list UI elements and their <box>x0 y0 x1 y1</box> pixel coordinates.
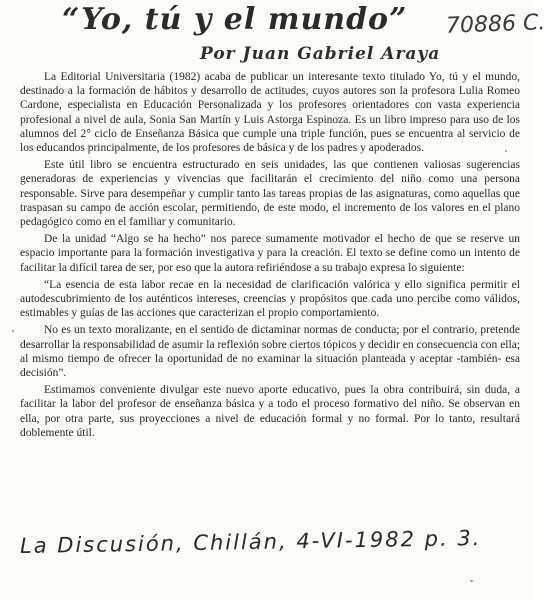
article-paragraph: Estimamos conveniente divulgar este nuevo aporte educativo, pues la obra contribuirá, sin duda, a facilitar la labor del profesor de enseñanza básica y a todo el proceso formativo del niño. Se observan en ella, por otra parte, sus proyecciones a nivel de educación formal y no formal. Por lo tanto, resultará doblemente útil. <box>20 384 520 439</box>
article-body <box>20 70 520 443</box>
article-quote-paragraph: “La esencia de esta labor recae en la necesidad de clarificación valórica y ello significa permitir el autodescubrimiento de los auténticos intereses, creencias y propósitos que cada uno percibe como válidos, estimables y guías de las acciones que caracterizan el propio comportamiento. <box>20 278 520 320</box>
article-quote-paragraph: No es un texto moralizante, en el sentido de dictaminar normas de conducta; por el contrario, pretende desarrollar la responsabilidad de asumir la reflexión sobre ciertos tópicos y decidir en consecuencia con ella; al mismo tiempo de ofrecer la oportunidad de no examinar la situación planteada y aceptar -también- esa decisión”. <box>20 324 520 380</box>
article-paragraph: Este útil libro se encuentra estructurado en seis unidades, las que contienen valiosas sugerencias generadoras de experiencias y vivencias que facilitarán el crecimiento del niño como una persona responsable. Sirve para desempeñar y cumplir tanto las tareas propias de las asignaturas, como aquellas que traspasan su campo de acción escolar, permitiendo, de este modo, el incremento de los valores en el plano pedagógico como en el familiar y comunitario. <box>20 159 520 229</box>
article-byline: Por Juan Gabriel Araya <box>200 44 441 64</box>
article-title: “Yo, tú y el mundo” <box>62 2 408 37</box>
article-paragraph: La Editorial Universitaria (1982) acaba de publicar un interesante texto titulado Yo, tú y el mundo, destinado a la formación de hábitos y desarrollo de actitudes, cuyos autores son la profesora Lulia Romeo Cardone, especialista en Educación Personalizada y los profesores orientadores con vasta experiencia profesional a nivel de aula, Sonia San Martín y Luis Astorga Espinoza. Es un libro impreso para uso de los alumnos del 2° ciclo de Enseñanza Básica que cumple una triple función, pues se encuentra al servicio de los educandos principalmente, de los profesores de básica y de los padres y apoderados. <box>20 71 520 155</box>
article-paragraph: De la unidad “Algo se ha hecho” nos parece sumamente motivador el hecho de que se reserve un espacio importante para la formación investigativa y para la creación. El texto se define como un intento de facilitar la difícil tarea de ser, por eso que la autora refiriéndose a su trabajo expresa lo siguiente: <box>20 233 520 274</box>
print-speck <box>505 150 507 152</box>
handwritten-source-note: La Discusión, Chillán, 4-VI-1982 p. 3. <box>19 525 482 559</box>
print-speck <box>470 580 473 582</box>
handwritten-reference-mark: 70886 C. <box>445 10 546 39</box>
print-speck <box>12 330 14 332</box>
